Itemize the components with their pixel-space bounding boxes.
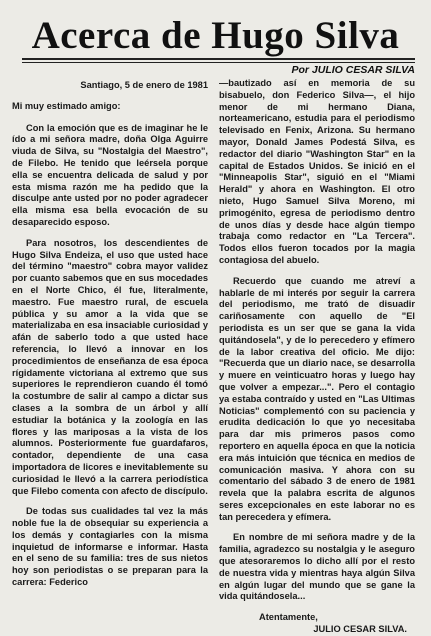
paragraph: —bautizado así en memoria de su bisabuelo, don Federico Silva—, el hijo menor de mi hermano Diana, norteamericano, estudia para el periodismo televisado en Fenix, Arizona. Su hermano mayor, Donald James Podestá Silva, es redactor del diario "Washington Star" en la capital de Estados Unidos. Se inició en el "Minneapolis Star", siguió en el "Miami Herald" y ahora en Washington. El otro nieto, Hugo Samuel Silva Moreno, mi primogénito, egresa de periodismo dentro de unos días y desde hace algún tiempo trabaja como redactor en "La Tercera". Todos ellos fueron tocados por la magia contagiosa del abuelo. <box>219 78 415 265</box>
letter-closing: Atentamente, <box>259 612 318 623</box>
article-byline: Por JULIO CESAR SILVA <box>291 64 415 76</box>
left-column <box>12 78 208 598</box>
title-rule-top <box>22 58 415 60</box>
letter-signature: JULIO CESAR SILVA. <box>313 624 407 635</box>
paragraph: En nombre de mi señora madre y de la familia, agradezco su nostalgia y le aseguro que atesoraremos lo dicho allí por el resto de nuestra vida y mientras haya algún Silva en algún lugar del mundo que se gane la vida quitándosela... <box>219 532 415 602</box>
right-column <box>219 78 415 635</box>
paragraph: Recuerdo que cuando me atreví a hablarle de mi interés por seguir la carrera del periodismo, me trató de disuadir cariñosamente con aquello de "El periodista es un ser que se gana la vida quitándosela", y de lo perecedero y efímero de la labor creativa del oficio. Me dijo: "Recuerda que un diario nace, se desarrolla y muere en veinticuatro horas y luego hay que volver a empezar...". Pero el contagio ya estaba contraído y usted en "Las Ultimas Noticias" complementó con su paciencia y erudita dedicación lo que yo necesitaba para dar mis primeros pasos como reportero en aquella época en que la noticia era más intuición que técnica en medios de comunicación masiva. Y ahora con su comentario del sábado 3 de enero de 1981 revela que la palabra escrita de algunos seres excepcionales en este laborar no es tan perecedera y efímera. <box>219 275 415 522</box>
letter-greeting: Mi muy estimado amigo: <box>12 100 121 111</box>
paragraph: De todas sus cualidades tal vez la más noble fue la de obsequiar su experiencia a los demás y contagiarles con la misma inquietud de informarse e informar. Hasta en el seno de su familia: tres de sus nietos hoy son periodistas o se preparan para la carrera: Federico <box>12 506 208 588</box>
title-rule-bottom <box>22 62 415 63</box>
paragraph: Con la emoción que es de imaginar he le ído a mi señora madre, doña Olga Aguirre viuda de Silva, su "Nostalgia del Maestro", de Filebo. He tenido que leérsela porque ella se encuentra delicada de salud y por esta misma razón me ha pedido que la disculpe ante usted por no poder agradecer ella misma esa bella evocación de su desaparecido esposo. <box>12 122 208 227</box>
article-title: Acerca de Hugo Silva <box>31 14 400 57</box>
letter-date: Santiago, 5 de enero de 1981 <box>80 80 208 90</box>
paragraph: Para nosotros, los descendientes de Hugo Silva Endeiza, el uso que usted hace del término "maestro" cobra mayor validez por cuanto sabemos que en sus mocedades en el Norte Chico, él fue, literalmente, maestro. Fue maestro rural, de escuela pública y su amor a la vida que se materializaba en esa insaciable curiosidad y afán de saberlo todo a que usted hace referencia, lo llevó a innovar en los procedimientos de enseñanza de esa época rígidamente victoriana al extremo que sus superiores le reprendieron cuando él tomó la costumbre de salir al campo a dictar sus clases a la sombra de un árbol y allí estudiar la botánica y la zoología en las flores y las mariposas a la vista de los alumnos. Posteriormente fue guardafaros, contador, dependiente de una casa importadora de licores e inevitablemente su curiosidad le llevó a la carrera periodística que Filebo comenta con afecto de discípulo. <box>12 237 208 496</box>
